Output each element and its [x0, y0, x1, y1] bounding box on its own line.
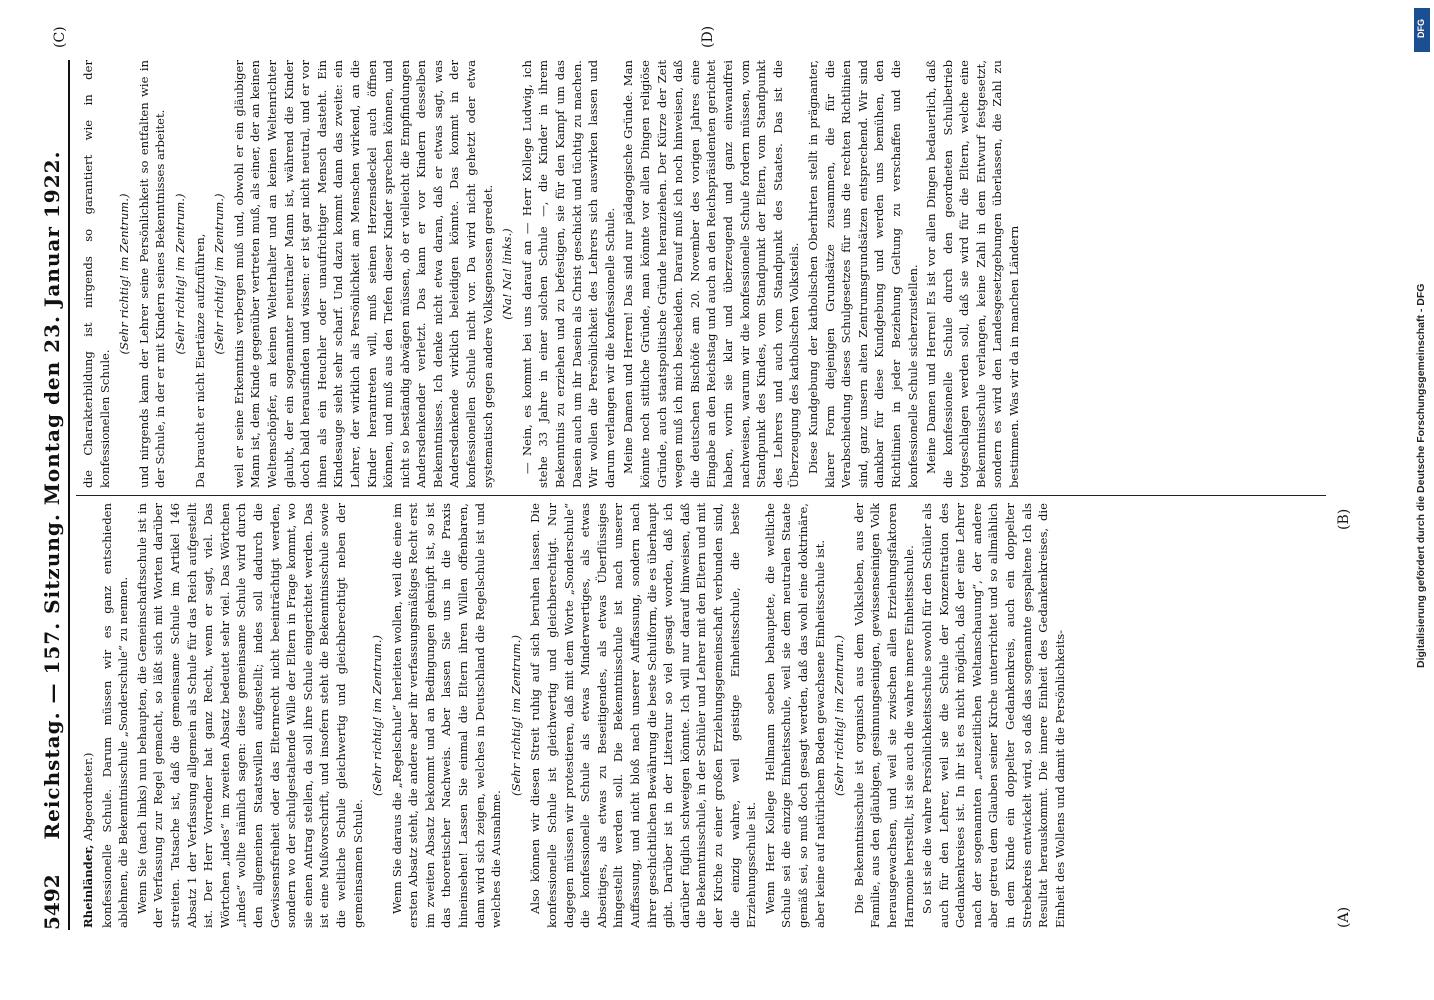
interjection: (Sehr richtig! im Zentrum.) — [832, 635, 847, 797]
margin-marker-d: (D) — [700, 25, 716, 48]
speaker-name: Rheinländer, — [81, 844, 95, 928]
margin-marker-a: (A) — [1336, 906, 1352, 928]
paragraph: die Charakterbildung ist nirgends so garantiert wie in der konfessionellen Schule. — [81, 60, 112, 488]
interjection: (Sehr richtig! im Zentrum.) — [508, 635, 523, 797]
margin-marker-c: (C) — [52, 26, 68, 48]
digitization-credit — [1413, 8, 1433, 992]
paragraph: konfessionelle Schule. Darum müssen wir es ganz entschieden ablehnen, die Bekenntnisschule „Sonderschule“ zu nennen. — [99, 503, 131, 928]
dfg-logo-text: DFG — [1416, 19, 1426, 38]
interjection: (Sehr richtig! im Zentrum.) — [370, 635, 385, 797]
speaker-role: Abgeordneter.) — [81, 752, 95, 841]
paragraph: weil er seine Erkenntnis verbergen muß und, obwohl er ein gläubiger Mann ist, dem Kinde gegenüber vertreten muß, als einer, der an keinen Weltenschöpfer, an keinen Welterhalter und an keinen Weltenrichter glaubt, der ein sogenannter neutraler Mann ist, während die Kinder doch bald herausfinden und wissen: er ist gar nicht neutral, und er vor ihnen als ein Heuchler oder unaufrichtiger Mensch dasteht. Ein Kindesauge sieht sehr scharf. Und dazu kommt dann das zweite: ein Lehrer, der wirklich als Persönlichkeit am Menschen wirkend, an die Kinder herantreten will, muß seinen Herzensdeckel auch öffnen können, und muß aus den Tiefen dieser Kinder sprechen können, und nicht so beständig abwägen müssen, ob er vielleicht die Empfindungen Andersdenkender verletzt. Das kann er vor Kindern desselben Bekenntnisses. Ich denke nicht etwa daran, daß er etwas sagt, was Andersdenkende wirklich beleidigen könnte. Das kommt in der konfessionellen Schule nicht vor. Da wird nicht gehetzt oder etwa systematisch gegen andere Volksgenossen geredet. — [231, 60, 495, 488]
paragraph: Meine Damen und Herren! Es ist vor allen Dingen bedauerlich, daß die konfessionelle Schule durch den geordneten Schulbetrieb totgeschlagen werden soll, daß sie wird für die Eltern, welche eine Bekenntnisschule verlangen, keine Zahl in dem Entwurf festgesetzt, sondern es wird den Landesgesetzgebungen überlassen, die Zahl zu bestimmen. Was wir da in manchen Ländern — [924, 60, 1022, 488]
interjection: (Na! Na! links.) — [500, 228, 515, 320]
paragraph: Die Bekenntnisschule ist organisch aus dem Volksleben, aus der Familie, aus den gläubigen, gesinnungseinigen, gewissenseinigen Volk herausgewachsen, und weil sie zwischen allen Erziehungsfaktoren Harmonie herstellt, ist sie auch die wahre innere Einheitsschule. — [851, 503, 916, 928]
paragraph: Wenn Sie daraus die „Regelschule“ herleiten wollen, weil die eine im ersten Absatz steht, die andere aber ihr verfassungsmäßiges Recht erst im zweiten Absatz bekommt und an Bedingungen geknüpft ist, so ist das theoretischer Nachweis. Aber lassen Sie uns in die Praxis hineinsehen! Lassen Sie einmal die Eltern ihren Willen offenbaren, dann wird sich zeigen, welches in Deutschland die Regelschule ist und welches die Ausnahme. — [389, 503, 504, 928]
interjection: (Sehr richtig! im Zentrum.) — [172, 193, 187, 355]
left-column — [80, 503, 1320, 928]
paragraph: und nirgends kann der Lehrer seine Persönlichkeit so entfalten wie in der Schule, in der er mit Kindern seines Bekenntnisses arbeitet. — [136, 60, 168, 488]
paragraph: Meine Damen und Herren! Das sind nur pädagogische Gründe. Man könnte noch sittliche Gründe, man könnte vor allen Dingen religiöse Gründe, auch staatspolitische Gründe heranziehen. Der Kürze der Zeit wegen muß ich mich bescheiden. Darauf muß ich noch hinweisen, daß die deutschen Bischöfe am 20. November des vorigen Jahres eine Eingabe an den Reichstag und auch an den Reichspräsidenten gerichtet haben, worin sie klar und überzeugend und ganz einwandfrei nachweisen, warum wir die konfessionelle Schule fordern müssen, vom Standpunkt des Kindes, vom Standpunkt der Eltern, vom Standpunkt des Lehrers und auch vom Standpunkt des Staates. Das ist die Überzeugung des katholischen Volksteils. — [621, 60, 802, 488]
page-number: 5492 — [40, 874, 64, 930]
right-column — [80, 60, 1320, 488]
interjection: (Sehr richtig! im Zentrum.) — [212, 193, 227, 355]
digitization-credit-text: Digitalisierung gefördert durch die Deutsche Forschungsgemeinschaft - DFG — [1415, 283, 1427, 668]
paragraph: — Nein, es kommt bei uns darauf an — Herr Kollege Ludwig, ich stehe 33 Jahre in einer solchen Schule —, die Kinder in ihrem Bekenntnis zu erziehen und zu befestigen, sie für den Kampf um das Dasein auch um ihr Dasein als Christ geschickt und tüchtig zu machen. Wir wollen die Persönlichkeit des Lehrers sich auswirken lassen und darum verlangen wir die konfessionelle Schule. — [519, 60, 617, 488]
paragraph: Da braucht er nicht Eiertänze aufzuführen, — [192, 233, 207, 488]
page-title: Reichstag. — 157. Sitzung. Montag den 23. Januar 1922. — [40, 150, 64, 840]
page-header — [38, 60, 70, 930]
paragraph: Wenn Sie (nach links) nun behaupten, die Gemeinschaftsschule ist in der Verfassung zur Regel gemacht, so läßt sich mit Worten darüber streiten. Tatsache ist, daß die gemeinsame Schule im Artikel 146 Absatz 1 der Verfassung allgemein als Schule für das Reich aufgestellt ist. Der Herr Vorredner hat ganz Recht, wenn er sagt, viel. Das Wörtchen „indes“ im zweiten Absatz bedeutet sehr viel. Das Wörtchen „indes“ wollte nämlich sagen: diese gemeinsame Schule wird durch den allgemeinen Staatswillen aufgestellt; indes soll dadurch die Gewissensfreiheit oder das Elternrecht nicht beeinträchtigt werden, sondern wo der schulgestaltende Wille der Eltern in Frage kommt, wo sie einen Antrag stellen, da soll ihre Schule eingerichtet werden. Das ist eine Mußvorschrift, und insofern steht die Bekenntnisschule sowie die weltliche Schule gleichwertig und gleichberechtigt neben der gemeinsamen Schule. — [134, 503, 365, 928]
paragraph: Wenn Herr Kollege Hellmann soeben behauptete, die weltliche Schule sei die einzige Einheitsschule, weil sie dem neutralen Staate gemäß sei, so muß doch gesagt werden, daß das wohl eine doktrinäre, aber keine auf natürlichem Boden gewachsene Einheitsschule ist. — [762, 503, 827, 928]
paragraph: Diese Kundgebung der katholischen Oberhirten stellt in prägnanter, klarer Form diejenigen Grundsätze zusammen, die für die Verabschiedung dieses Schulgesetzes für uns die rechten Richtlinien sind, ganz unsern alten Zentrumsgrundsätzen entsprechend. Wir sind dankbar für diese Kundgebung und werden uns bemühen, den Richtlinien in jeder Beziehung Geltung zu verschaffen und die konfessionelle Schule sicherzustellen. — [805, 60, 920, 488]
column-divider — [76, 495, 1326, 496]
paragraph: So ist sie die wahre Persönlichkeitsschule sowohl für den Schüler als auch für den Lehrer, weil sie die Schule der Konzentration des Gedankenkreises ist. In ihr ist es nicht möglich, daß der eine Lehrer nach der sogenannten „neuzeitlichen Weltanschauung“, der andere aber getreu dem Glauben seiner Kirche unterrichtet und so allmählich in dem Kinde ein doppelter Gedankenkreis, auch ein doppelter Strebekreis entwickelt wird, so daß das sogenannte gespaltene Ich als Resultat herauskommt. Die innere Einheit des Gedankenkreises, die Einheit des Wollens und damit die Persönlichkeits- — [920, 503, 1067, 928]
margin-marker-b: (B) — [1336, 508, 1352, 530]
speaker-line — [80, 503, 97, 928]
interjection: (Sehr richtig! im Zentrum.) — [117, 193, 132, 355]
paragraph: Also können wir diesen Streit ruhig auf sich beruhen lassen. Die konfessionelle Schule ist gleichwertig und gleichberechtigt. Nur dagegen müssen wir protestieren, daß mit dem Worte „Sonderschule“ die konfessionelle Schule als etwas Minderwertiges, als etwas Abseitiges, als etwas zu Beseitigendes, als etwas Überflüssiges hingestellt werden soll. Die Bekenntnisschule ist nach unserer Auffassung, und nicht bloß nach unserer Auffassung, sondern nach ihrer geschichtlichen Bewährung die beste Schulform, die es überhaupt gibt. Darüber ist in der Literatur so viel gesagt worden, daß ich darüber füglich schweigen könnte. Ich will nur darauf hinweisen, daß die Bekenntnisschule, in der Schüler und Lehrer mit den Eltern und mit der Kirche zu einer großen Erziehungsgemeinschaft verbunden sind, die einzig wahre, weil geistige Einheitsschule, die beste Erziehungsschule ist. — [528, 503, 759, 928]
